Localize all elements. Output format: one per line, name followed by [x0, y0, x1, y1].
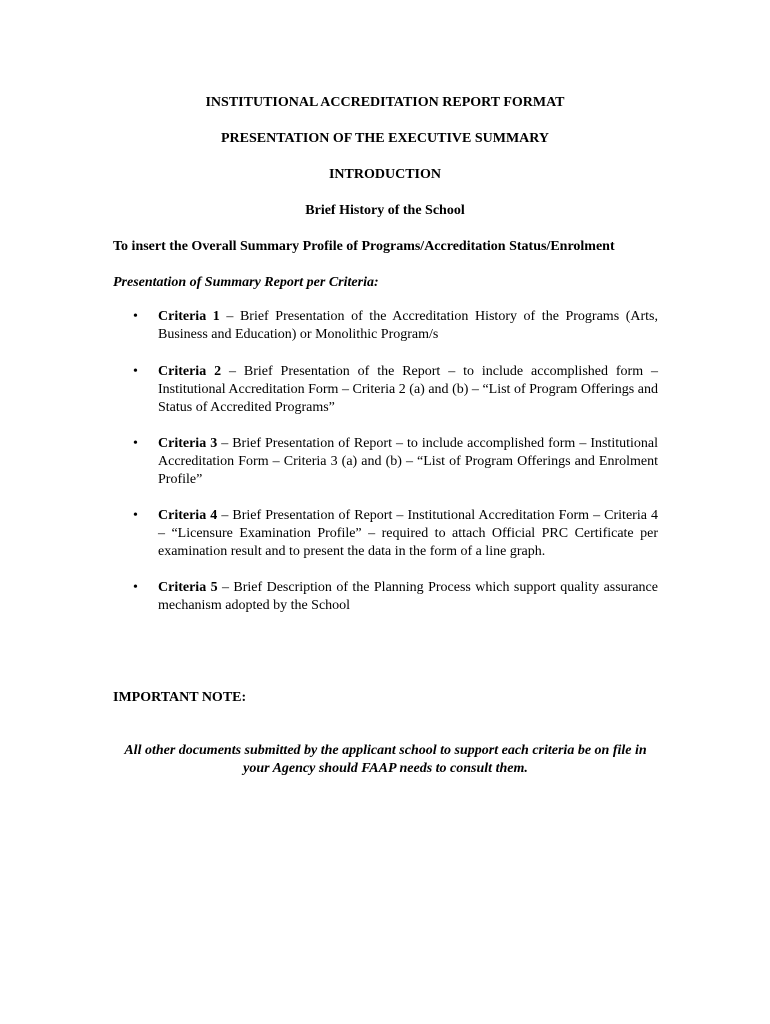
- criteria-title: Criteria 1: [158, 309, 220, 324]
- criteria-title: Criteria 3: [158, 436, 218, 451]
- criteria-text: – Brief Presentation of Report – to include accomplished form – Institutional Accreditation Form – Criteria 3 (a) and (b) – “List of Program Offerings and Enrolment Profile”: [158, 436, 658, 487]
- criteria-text: – Brief Presentation of the Report – to include accomplished form – Institutional Accreditation Form – Criteria 2 (a) and (b) – “List of Program Offerings and Status of Accredited Programs”: [158, 364, 658, 415]
- criteria-item: [113, 363, 658, 417]
- bullet-icon: •: [133, 309, 138, 324]
- bullet-icon: •: [133, 364, 138, 379]
- subsection-heading-history: Brief History of the School: [305, 203, 465, 218]
- criteria-item: [113, 308, 658, 344]
- criteria-item: [113, 507, 658, 561]
- criteria-text: – Brief Presentation of the Accreditation History of the Programs (Arts, Business and Education) or Monolithic Program/s: [158, 309, 658, 342]
- criteria-heading: Presentation of Summary Report per Criteria:: [113, 275, 379, 290]
- criteria-title: Criteria 2: [158, 364, 222, 379]
- important-note-body: All other documents submitted by the applicant school to support each criteria be on file in your Agency should FAAP needs to consult them.: [124, 743, 647, 776]
- criteria-list: [113, 308, 658, 633]
- bullet-icon: •: [133, 508, 138, 523]
- criteria-text: – Brief Presentation of Report – Institutional Accreditation Form – Criteria 4 – “Licensure Examination Profile” – required to attach Official PRC Certificate per examination result and to present the data in the form of a line graph.: [158, 508, 658, 559]
- criteria-text: – Brief Description of the Planning Process which support quality assurance mechanism adopted by the School: [158, 580, 658, 613]
- bullet-icon: •: [133, 580, 138, 595]
- insert-instruction: To insert the Overall Summary Profile of Programs/Accreditation Status/Enrolment: [113, 239, 615, 254]
- document-title: INSTITUTIONAL ACCREDITATION REPORT FORMAT: [205, 95, 565, 110]
- criteria-title: Criteria 5: [158, 580, 218, 595]
- document-subtitle: PRESENTATION OF THE EXECUTIVE SUMMARY: [220, 131, 550, 146]
- criteria-item: [113, 579, 658, 615]
- criteria-title: Criteria 4: [158, 508, 218, 523]
- criteria-item: [113, 435, 658, 489]
- important-note-heading: IMPORTANT NOTE:: [113, 690, 247, 705]
- section-heading-introduction: INTRODUCTION: [328, 167, 441, 182]
- bullet-icon: •: [133, 436, 138, 451]
